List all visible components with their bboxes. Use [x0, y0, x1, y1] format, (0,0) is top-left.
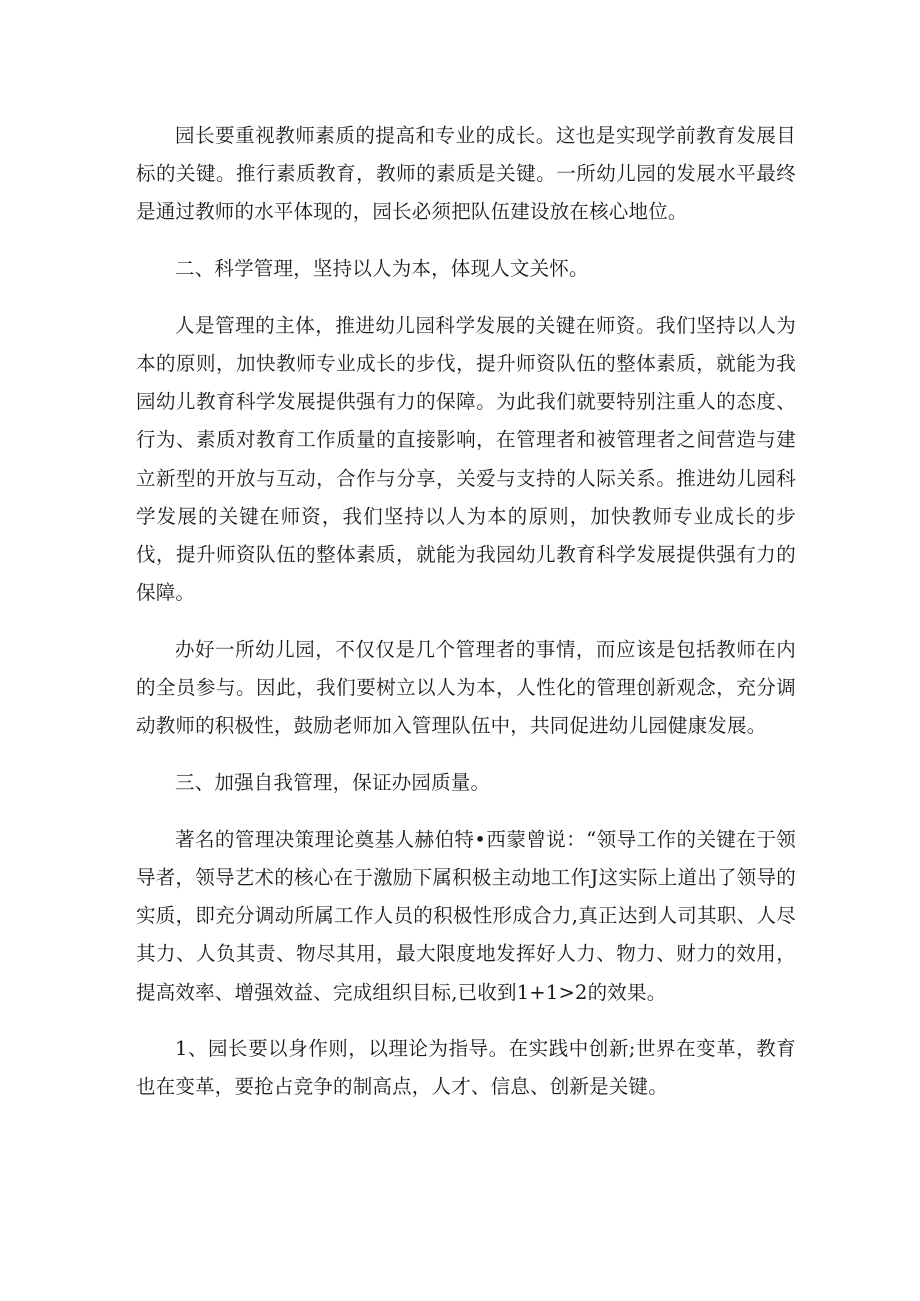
section-heading-self-management: 三、加强自我管理，保证办园质量。 — [175, 771, 491, 795]
paragraph-lead-by-example: 1、园长要以身作则，以理论为指导。在实践中创新;世界在变革，教育也在变革，要抢占竞争的制高点，人才、信息、创新是关键。 — [136, 1037, 796, 1099]
section-heading-scientific-management: 二、科学管理，坚持以人为本，体现人文关怀。 — [175, 257, 589, 281]
paragraph-people-oriented: 人是管理的主体，推进幼儿园科学发展的关键在师资。我们坚持以人为本的原则，加快教师专业成长的步伐，提升师资队伍的整体素质，就能为我园幼儿教育科学发展提供强有力的保障。为此我们就要特别注重人的态度、行为、素质对教育工作质量的直接影响，在管理者和被管理者之间营造与建立新型的开放与互动，合作与分享，关爱与支持的人际关系。推进幼儿园科学发展的关键在师资，我们坚持以人为本的原则，加快教师专业成长的步伐，提升师资队伍的整体素质，就能为我园幼儿教育科学发展提供强有力的保障。 — [136, 313, 796, 605]
document-body — [136, 117, 796, 1125]
paragraph-teacher-quality: 园长要重视教师素质的提高和专业的成长。这也是实现学前教育发展目标的关键。推行素质教育，教师的素质是关键。一所幼儿园的发展水平最终是通过教师的水平体现的，园长必须把队伍建设放在核心地位。 — [136, 124, 796, 224]
paragraph-full-participation: 办好一所幼儿园，不仅仅是几个管理者的事情，而应该是包括教师在内的全员参与。因此，我们要树立以人为本，人性化的管理创新观念，充分调动教师的积极性，鼓励老师加入管理队伍中，共同促进幼儿园健康发展。 — [136, 637, 796, 738]
paragraph-simon-quote: 著名的管理决策理论奠基人赫伯特•西蒙曾说：“领导工作的关键在于领导者，领导艺术的核心在于激励下属积极主动地工作J这实际上道出了领导的实质，即充分调动所属工作人员的积极性形成合力,真正达到人司其职、人尽其力、人负其责、物尽其用，最大限度地发挥好人力、物力、财力的效用，提高效率、增强效益、完成组织目标,已收到1+1>2的效果。 — [136, 827, 796, 1004]
